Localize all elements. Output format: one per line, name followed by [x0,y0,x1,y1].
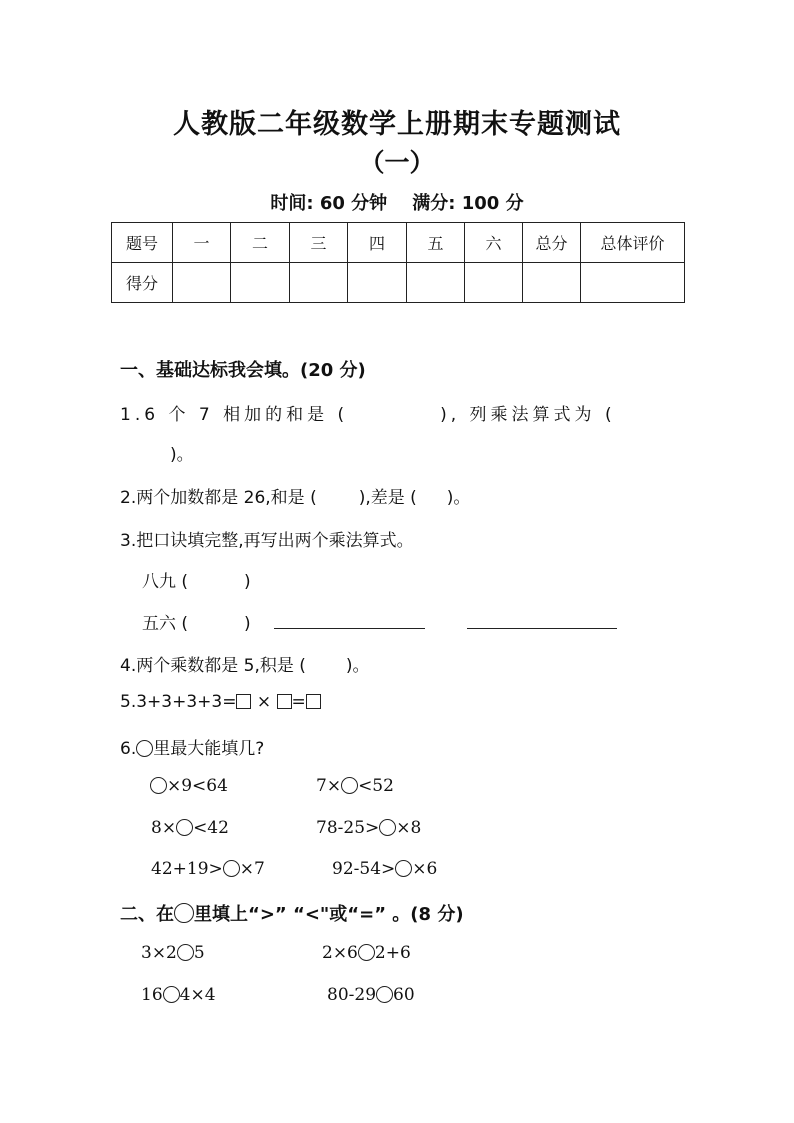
question-1 [120,400,616,425]
q3-line-2 [142,609,251,634]
score-cell[interactable] [523,263,581,303]
q1-text: 1.6 个 7 相加的和是 ( [120,405,349,425]
q3-line2-label: 五六 ( [142,614,189,634]
q6-item [316,818,421,838]
circle-icon [136,740,153,757]
page-subtitle: （一） [359,148,435,177]
circle-blank[interactable] [223,860,240,877]
score-table-header-row [112,223,685,263]
section2-heading [120,900,464,926]
question-5 [120,692,321,712]
circle-blank[interactable] [176,819,193,836]
q1-continued [162,440,194,465]
row-label: 得分 [112,263,173,303]
header-cell: 题号 [112,223,173,263]
square-box[interactable] [306,694,321,709]
times-sign: × [256,692,272,712]
q3-expression-line-1[interactable] [274,611,425,629]
circle-blank[interactable] [163,986,180,1003]
q4-text-2: )。 [345,656,370,676]
compare-text: 3×2 [141,943,177,963]
q6-item-text: 42+19> [151,859,223,879]
square-box[interactable] [236,694,251,709]
circle-blank[interactable] [395,860,412,877]
q6-item-text: ×7 [239,859,265,879]
header-cell: 六 [465,223,523,263]
score-cell[interactable] [407,263,465,303]
score-cell[interactable] [231,263,290,303]
compare-item [141,985,216,1005]
header-cell: 总体评价 [581,223,685,263]
circle-blank[interactable] [341,777,358,794]
question-3: 3.把口诀填完整,再写出两个乘法算式。 [120,531,414,551]
q2-text-3: )。 [446,488,471,508]
close-paren: ) [244,614,251,634]
section2-heading-text: 二、在 [120,904,174,925]
score-cell[interactable] [290,263,348,303]
q6-item-text: 7× [316,776,342,796]
header-cell: 一 [173,223,231,263]
question-6 [120,734,264,759]
q6-number: 6. [120,739,137,759]
compare-text: 16 [141,985,163,1005]
q6-item-text: ×8 [396,818,422,838]
compare-text: 5 [193,943,205,963]
compare-text: 2+6 [374,943,411,963]
compare-item [327,985,415,1005]
section2-heading-text-2: 里填上“>” “<"或“=” 。(8 分) [194,904,464,925]
header-cell: 总分 [523,223,581,263]
q4-text: 4.两个乘数都是 5,积是 ( [120,656,306,676]
time-info: 时间: 60 分钟 [270,193,388,214]
q6-item [151,859,265,879]
q2-text: 2.两个加数都是 26,和是 ( [120,488,317,508]
question-4 [120,651,370,676]
circle-blank[interactable] [177,944,194,961]
score-cell[interactable] [348,263,407,303]
q6-item-text: ×6 [412,859,438,879]
q6-text: 里最大能填几? [153,739,265,759]
circle-blank[interactable] [379,819,396,836]
q5-text: 5.3+3+3+3= [120,692,237,712]
full-score-info: 满分: 100 分 [412,193,524,214]
compare-item [322,943,411,963]
score-cell[interactable] [465,263,523,303]
q6-item-text: ×9<64 [167,776,228,796]
compare-text: 80-29 [327,985,377,1005]
q6-item [332,859,437,879]
q6-item [150,776,228,796]
compare-item [141,943,205,963]
q3-expression-line-2[interactable] [467,611,617,629]
circle-icon [174,903,194,923]
score-cell[interactable] [581,263,685,303]
equals-sign: = [291,692,306,712]
compare-text: 4×4 [179,985,216,1005]
q6-item-text: 78-25> [316,818,380,838]
q1-expression-blank[interactable] [162,447,170,465]
q3-line1-label: 八九 ( [142,572,189,592]
close-paren: ) [244,572,251,592]
exam-meta [0,189,794,215]
header-cell: 五 [407,223,465,263]
q1-text-2: ), 列乘法算式为 ( [440,405,616,425]
q6-item [316,776,394,796]
q6-item-text: 8× [151,818,177,838]
score-cell[interactable] [173,263,231,303]
q6-item-text: <52 [358,776,394,796]
compare-text: 2×6 [322,943,358,963]
header-cell: 四 [348,223,407,263]
compare-text: 60 [393,985,415,1005]
q2-text-2: ),差是 ( [358,488,417,508]
score-table [111,222,685,303]
q6-item [151,818,229,838]
section1-heading: 一、基础达标我会填。(20 分) [120,360,366,381]
question-2 [120,483,470,508]
score-table-score-row [112,263,685,303]
q6-item-text: 92-54> [332,859,396,879]
header-cell: 二 [231,223,290,263]
q3-line-1 [142,567,251,592]
square-box[interactable] [277,694,292,709]
header-cell: 三 [290,223,348,263]
circle-blank[interactable] [358,944,375,961]
q1-answer-blank[interactable] [348,407,440,425]
page-title: 人教版二年级数学上册期末专题测试 [173,109,621,140]
circle-blank[interactable] [376,986,393,1003]
q6-item-text: <42 [193,818,229,838]
q1-text-3: )。 [170,445,194,465]
circle-blank[interactable] [150,777,167,794]
